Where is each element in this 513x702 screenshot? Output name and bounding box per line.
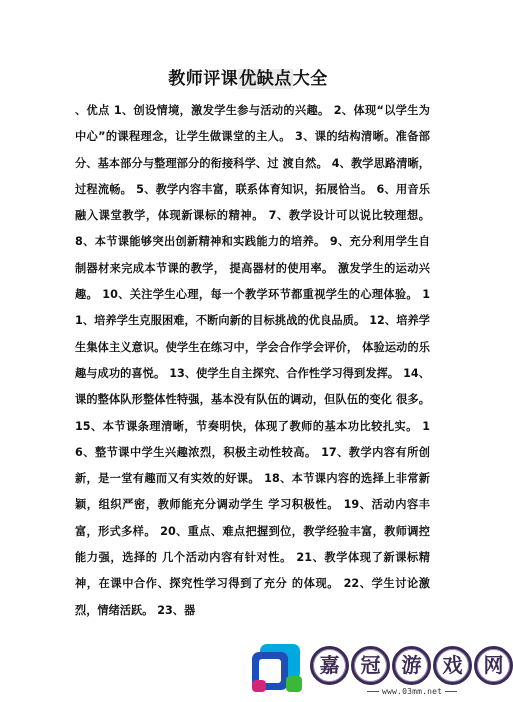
title-part-2: 大全 bbox=[292, 69, 328, 89]
watermark-char: 游 bbox=[392, 646, 431, 685]
watermark-char: 嘉 bbox=[310, 646, 349, 685]
watermark-logo bbox=[248, 638, 504, 698]
watermark-char: 冠 bbox=[351, 646, 390, 685]
document-title bbox=[0, 64, 496, 89]
site-logo-icon bbox=[250, 642, 304, 696]
title-part-1: 教师评课 bbox=[168, 69, 239, 89]
title-highlight: 优缺点 bbox=[239, 69, 292, 89]
watermark-char: 网 bbox=[474, 646, 513, 685]
watermark-text bbox=[310, 640, 513, 690]
watermark-char: 戏 bbox=[433, 646, 472, 685]
watermark-url: www.03mm.net bbox=[364, 687, 460, 696]
document-body: 、优点 1、创设情境，激发学生参与活动的兴趣。 2、体现“以学生为中心”的课程理念，让学生做课堂的主人。 3、课的结构清晰。准备部分、基本部分与整理部分的衔接科学、过 渡自然。 4、教学思路清晰，过程流畅。 5、教学内容丰富，联系体育知识，拓展恰当。 6、用音乐融入课堂教学，体现新课标的精神。 7、教学设计可以说比较理想。 8、本节课能够突出创新精神和实践能力的培养。 9、充分利用学生自制器材来完成本节课的教学， 提高器材的使用率。 激发学生的运动兴趣。 10、关注学生心理，每一个教学环节都重视学生的心理体验。 11、培养学生克服困难，不断向新的目标挑战的优良品质。 12、培养学生集体主义意识。使学生在练习中，学会合作学会评价， 体验运动的乐趣与成功的喜悦。 13、使学生自主探究、合作性学习得到发挥。 14、课的整体队形整体性特强，基本没有队伍的调动，但队伍的变化 很多。 15、本节课条理清晰，节奏明快，体现了教师的基本功比较扎实。 16、整节课中学生兴趣浓烈，积极主动性较高。 17、教学内容有所创新，是一堂有趣而又有实效的好课。 18、本节课内容的选择上非常新颖，组织严密，教师能充分调动学生 学习积极性。 19、活动内容丰富，形式多样。 20、重点、难点把握到位，教学经验丰富，教师调控能力强，选择的 几个活动内容有针对性。 21、教学体现了新课标精神，在课中合作、探究性学习得到了充分 的体现。 22、学生讨论激烈，情绪活跃。 23、器 bbox=[75, 104, 430, 617]
